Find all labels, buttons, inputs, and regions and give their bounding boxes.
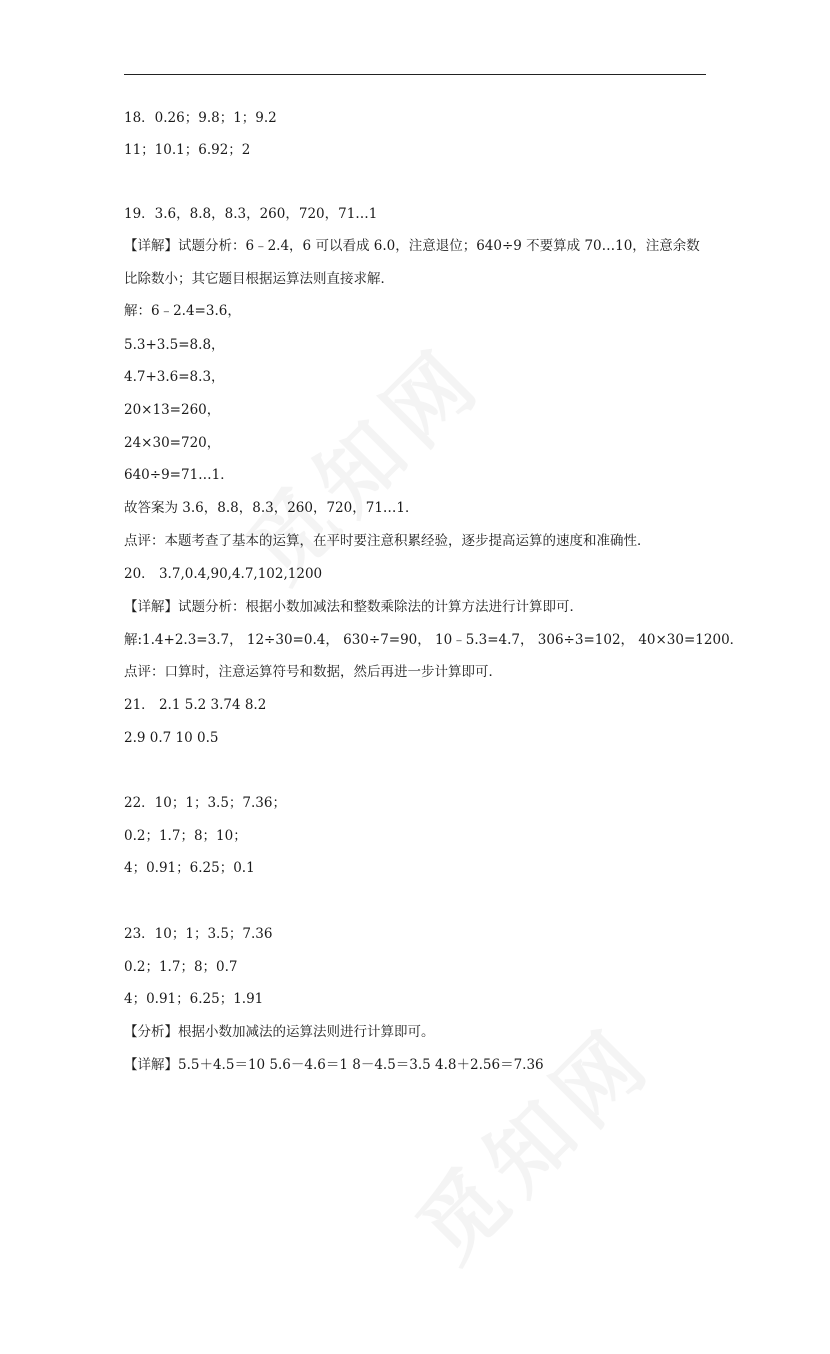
answer-21-line-1: 21． 2.1 5.2 3.74 8.2 <box>124 697 267 713</box>
answer-23-analysis: 【分析】根据小数加减法的运算法则进行计算即可。 <box>124 1024 435 1040</box>
answer-19-step: 24×30=720， <box>124 435 221 451</box>
answer-19-step: 5.3+3.5=8.8， <box>124 337 225 353</box>
answer-19-step: 640÷9=71…1． <box>124 467 234 483</box>
answer-20-solution: 解:1.4+2.3=3.7， 12÷30=0.4， 630÷7=90， 10﹣5.3=4.7， 306÷3=102， 40×30=1200． <box>124 632 744 648</box>
answer-20-detail: 【详解】试题分析：根据小数加减法和整数乘除法的计算方法进行计算即可． <box>124 599 583 615</box>
answer-22-line-1: 22．10；1；3.5；7.36； <box>124 795 286 811</box>
answer-19-step: 4.7+3.6=8.3， <box>124 369 225 385</box>
answer-23-line-3: 4；0.91；6.25；1.91 <box>124 991 264 1007</box>
answer-23-line-2: 0.2；1.7；8；0.7 <box>124 959 238 975</box>
answer-20-comment: 点评：口算时，注意运算符号和数据，然后再进一步计算即可． <box>124 664 502 680</box>
answer-23-line-1: 23．10；1；3.5；7.36 <box>124 926 273 942</box>
answer-23-detail: 【详解】5.5＋4.5＝10 5.6－4.6＝1 8－4.5＝3.5 4.8＋2.56＝7.36 <box>124 1057 544 1073</box>
answer-19-conclusion: 故答案为 3.6，8.8，8.3，260，720，71…1． <box>124 500 419 516</box>
watermark-bottom <box>386 986 754 1354</box>
answer-20-heading: 20． 3.7,0.4,90,4.7,102,1200 <box>124 566 323 582</box>
answer-22-line-3: 4；0.91；6.25；0.1 <box>124 860 255 876</box>
answer-22-line-2: 0.2；1.7；8；10； <box>124 828 247 844</box>
answer-19-detail: 【详解】试题分析：6﹣2.4，6 可以看成 6.0，注意退位；640÷9 不要算成 70…10，注意余数 <box>124 238 700 254</box>
answer-19-heading: 19．3.6，8.8，8.3，260，720，71…1 <box>124 206 378 222</box>
watermark <box>216 306 584 674</box>
answer-18-line-1: 18．0.26；9.8；1；9.2 <box>124 110 277 126</box>
answer-19-solution: 解：6﹣2.4=3.6， <box>124 303 241 319</box>
answer-21-line-2: 2.9 0.7 10 0.5 <box>124 730 219 746</box>
answer-18-line-2: 11；10.1；6.92；2 <box>124 142 251 158</box>
answer-19-step: 20×13=260， <box>124 402 221 418</box>
header-rule <box>124 74 706 75</box>
answer-19-comment: 点评：本题考查了基本的运算，在平时要注意积累经验，逐步提高运算的速度和准确性． <box>124 533 651 549</box>
answer-19-detail-cont: 比除数小；其它题目根据运算法则直接求解． <box>124 271 394 287</box>
